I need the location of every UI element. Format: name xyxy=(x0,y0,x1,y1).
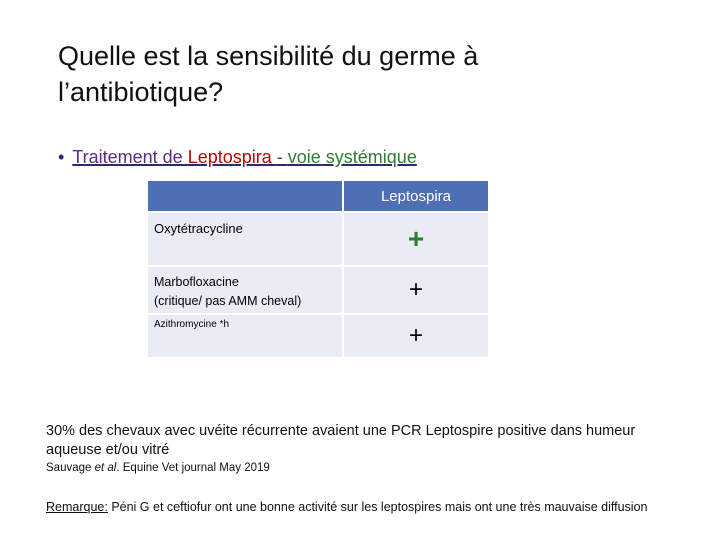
header-cell-germ: Leptospira xyxy=(344,181,488,211)
drug-cell xyxy=(148,315,344,357)
drug-name: Oxytétracycline xyxy=(154,221,243,236)
sensitivity-table xyxy=(148,181,488,359)
table-row xyxy=(148,315,488,359)
drug-cell xyxy=(148,267,344,313)
drug-cell xyxy=(148,213,344,265)
result-cell xyxy=(344,315,488,357)
drug-name: Azithromycine *h xyxy=(154,319,230,330)
bullet-dot: • xyxy=(58,147,65,167)
table-row xyxy=(148,213,488,267)
table-header-row xyxy=(148,181,488,213)
slide-title: Quelle est la sensibilité du germe à l’antibiotique? xyxy=(58,41,479,107)
bullet-heading xyxy=(58,147,417,168)
header-cell-drug xyxy=(148,181,344,211)
ref-rest: . Equine Vet journal May 2019 xyxy=(116,462,270,474)
result-value: + xyxy=(408,276,423,303)
remark-label: Remarque: xyxy=(46,500,108,514)
reference-citation xyxy=(46,462,270,474)
result-value: + xyxy=(407,223,425,254)
result-cell xyxy=(344,213,488,265)
drug-note: (critique/ pas AMM cheval) xyxy=(154,294,302,308)
bullet-route: voie systémique xyxy=(287,147,417,167)
result-cell xyxy=(344,267,488,313)
study-note: 30% des chevaux avec uvéite récurrente avaient une PCR Leptospire positive dans humeur aqueuse et/ou vitré xyxy=(46,423,636,458)
bullet-prefix: Traitement de xyxy=(72,147,188,167)
result-value: + xyxy=(408,322,423,349)
table-row xyxy=(148,267,488,315)
remark-text: Péni G et ceftiofur ont une bonne activité sur les leptospires mais ont une très mauvaise diffusion xyxy=(107,500,648,514)
bullet-text xyxy=(72,147,417,167)
bullet-dash: - xyxy=(276,147,288,167)
ref-etal: et al xyxy=(94,462,117,474)
ref-authors: Sauvage xyxy=(46,462,95,474)
drug-name: Marbofloxacine xyxy=(154,275,239,289)
remark xyxy=(46,499,666,516)
bullet-germ: Leptospira xyxy=(187,147,277,167)
